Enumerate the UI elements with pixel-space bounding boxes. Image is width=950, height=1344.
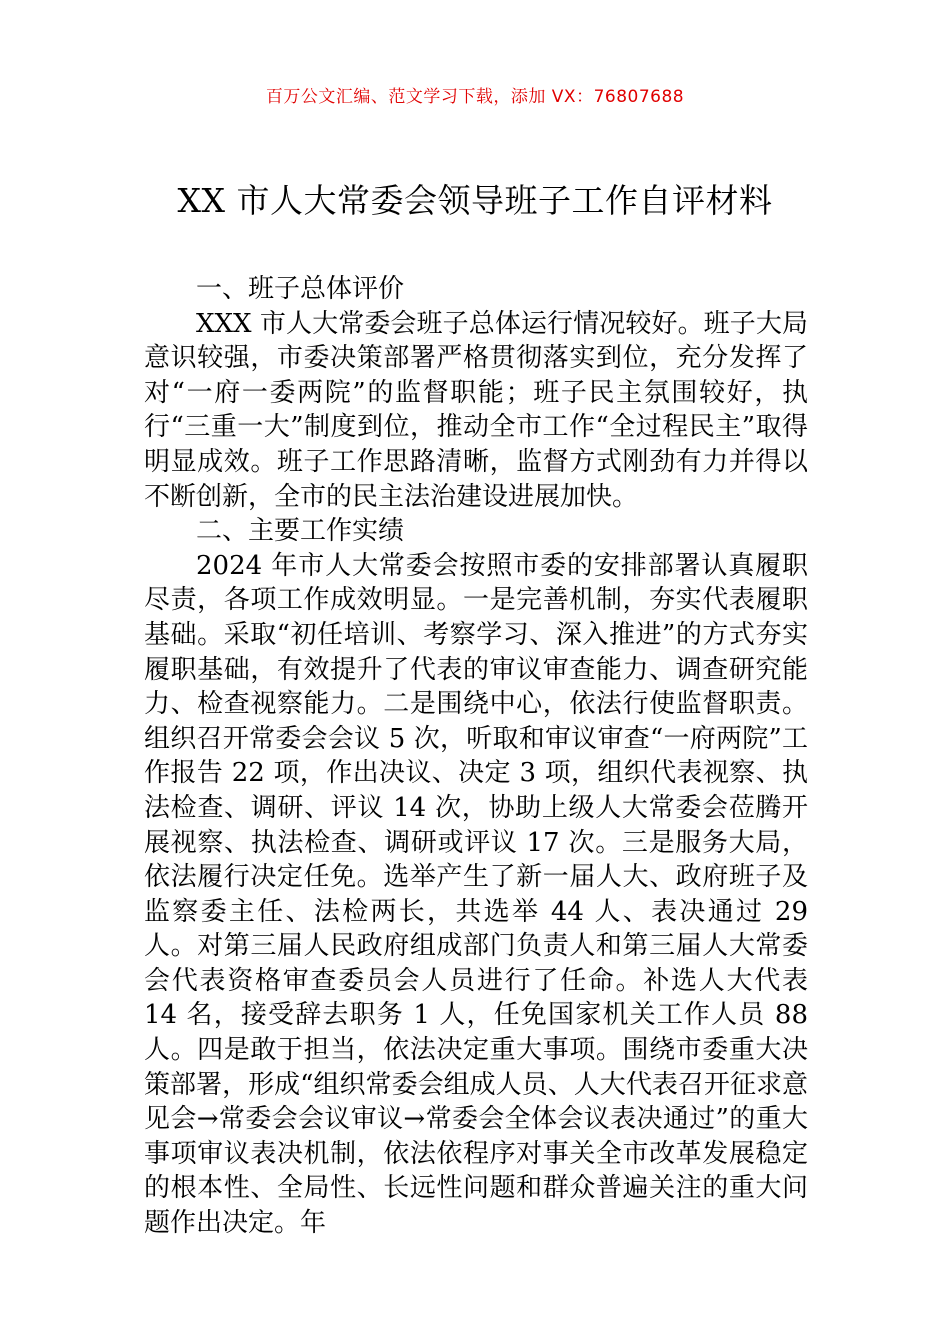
section-paragraph-main-achievements: 2024 年市人大常委会按照市委的安排部署认真履职尽责，各项工作成效明显。一是完善机制，夯实代表履职基础。采取“初任培训、考察学习、深入推进”的方式夯实履职基础，有效提升了代表的审议审查能力、调查研究能力、检查视察能力。二是围绕中心，依法行使监督职责。组织召开常委会会议 5 次，听取和审议审查“一府两院”工作报告 22 项，作出决议、决定 3 项，组织代表视察、执法检查、调研、评议 14 次，协助上级人大常委会莅腾开展视察、执法检查、调研或评议 17 次。三是服务大局，依法履行决定任免。选举产生了新一届人大、政府班子及监察委主任、法检两长，共选举 44 人、表决通过 29 人。对第三届人民政府组成部门负责人和第三届人大常委会代表资格审查委员会人员进行了任命。补选人大代表 14 名，接受辞去职务 1 人，任免国家机关工作人员 88 人。四是敢于担当，依法决定重大事项。围绕市委重大决策部署，形成“组织常委会组成人员、人大代表召开征求意见会→常委会会议审议→常委会全体会议表决通过”的重大事项审议表决机制，依法依程序对事关全市改革发展稳定的根本性、全局性、长远性问题和群众普遍关注的重大问题作出决定。年 <box>144 550 808 1239</box>
section-heading-main-achievements: 二、主要工作实绩 <box>196 516 405 547</box>
section-heading-overall-evaluation: 一、班子总体评价 <box>196 274 405 304</box>
document-title: XX 市人大常委会领导班子工作自评材料 <box>177 181 773 220</box>
section-paragraph-overall-evaluation: XXX 市人大常委会班子总体运行情况较好。班子大局意识较强，市委决策部署严格贯彻落实到位，充分发挥了对“一府一委两院”的监督职能；班子民主氛围较好，执行“三重一大”制度到位，推动全市工作“全过程民主”取得明显成效。班子工作思路清晰，监督方式刚劲有力并得以不断创新，全市的民主法治建设进展加快。 <box>144 308 808 512</box>
document-body <box>144 272 808 1241</box>
download-notice: 百万公文汇编、范文学习下载，添加 VX：76807688 <box>265 87 685 107</box>
